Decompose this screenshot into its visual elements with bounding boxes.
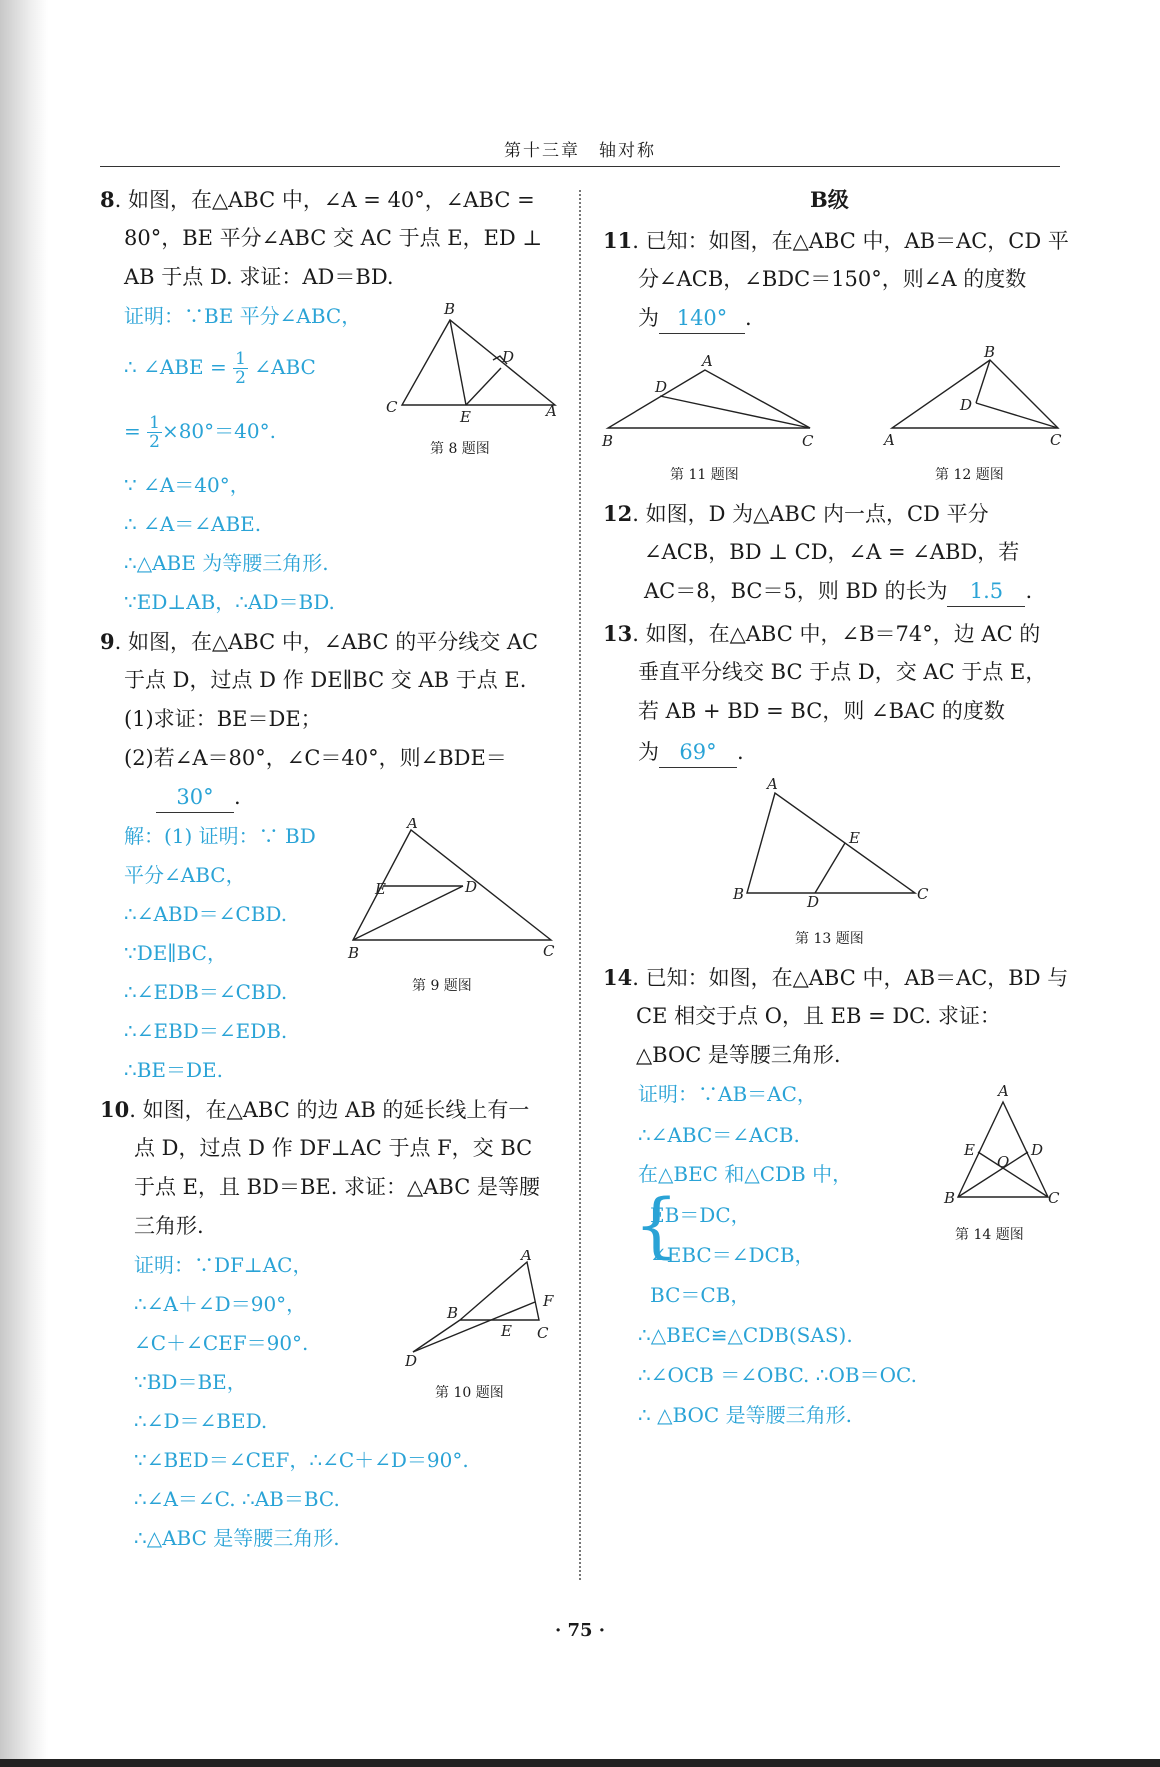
q11-label-B: B — [602, 432, 614, 450]
q8-answer-6: ∴△ABE 为等腰三角形. — [124, 551, 329, 575]
q14-label-A: A — [998, 1082, 1009, 1100]
q13-label-A: A — [767, 775, 778, 793]
q11-caption: 第 11 题图 — [670, 467, 739, 483]
q9-answer-5: ∴∠EDB＝∠CBD. — [124, 980, 288, 1004]
q9-answer-4: ∵DE∥BC， — [124, 941, 227, 965]
q10-label-B: B — [447, 1304, 459, 1322]
chapter-header: 第十三章 轴对称 — [504, 141, 656, 161]
q9-caption: 第 9 题图 — [412, 978, 472, 994]
q10-line-1: 10. 如图，在△ABC 的边 AB 的延长线上有一 — [100, 1097, 530, 1122]
q12-label-A: A — [884, 431, 895, 449]
q10-answer-8: ∴△ABC 是等腰三角形. — [134, 1526, 340, 1550]
q9-segment-BD — [353, 886, 463, 940]
q14-brace: { — [634, 1184, 679, 1266]
figure-q10 — [405, 1250, 575, 1370]
q14-answer-7: ∴△BEC≌△CDB(SAS). — [638, 1323, 853, 1347]
q9-line-1: 9. 如图，在△ABC 中，∠ABC 的平分线交 AC — [100, 629, 539, 654]
q9-label-C: C — [543, 942, 555, 960]
q10-line-4: 三角形. — [134, 1214, 204, 1238]
q11-blank: 140° — [659, 303, 745, 334]
q14-label-B: B — [944, 1189, 956, 1207]
q12-blank: 1.5 — [947, 576, 1025, 607]
q9-answer-line: 30° . — [156, 778, 241, 817]
fraction-half-2: $\frac{1}{2}$ — [149, 413, 160, 452]
q11-line-1: 11. 已知：如图，在△ABC 中，AB＝AC，CD 平 — [603, 228, 1069, 253]
q14-answer-1: 证明：∵AB＝AC， — [638, 1082, 817, 1106]
q12-label-D: D — [960, 396, 973, 414]
q8-answer-5: ∴ ∠A＝∠ABE. — [124, 512, 262, 536]
q11-segment-CD — [660, 396, 810, 428]
q13-blank: 69° — [659, 737, 737, 768]
q14-label-D: D — [1031, 1141, 1044, 1159]
q13-label-E: E — [849, 829, 860, 847]
q10-answer-5: ∴∠D＝∠BED. — [134, 1409, 268, 1433]
q9-answer-2: 平分∠ABC， — [124, 863, 246, 887]
q10-line-2: 点 D，过点 D 作 DF⊥AC 于点 F，交 BC — [134, 1136, 533, 1160]
q11-label-A: A — [702, 352, 713, 370]
figure-q13 — [725, 775, 945, 910]
q13-segment-ED — [815, 843, 845, 893]
q14-answer-5: ∠EBC＝∠DCB， — [650, 1243, 815, 1267]
q8-label-A: A — [546, 402, 557, 420]
level-b-title: B级 — [810, 187, 849, 212]
q9-label-D: D — [465, 878, 478, 896]
q13-label-B: B — [733, 885, 745, 903]
q8-line-1: 8. 如图，在△ABC 中，∠A = 40°，∠ABC = — [100, 187, 535, 212]
q13-line-1: 13. 如图，在△ABC 中，∠B＝74°，边 AC 的 — [603, 621, 1041, 646]
q8-answer-1: 证明：∵BE 平分∠ABC， — [124, 304, 362, 328]
q9-answer-1: 解：(1) 证明：∵ BD — [124, 824, 316, 848]
q8-label-D: D — [502, 348, 515, 366]
q14-answer-9: ∴ △BOC 是等腰三角形. — [638, 1403, 852, 1427]
q13-line-2: 垂直平分线交 BC 于点 D，交 AC 于点 E， — [638, 660, 1047, 684]
q12-line-1: 12. 如图，D 为△ABC 内一点，CD 平分 — [603, 501, 989, 526]
q10-caption: 第 10 题图 — [435, 1385, 504, 1401]
q14-line-1: 14. 已知：如图，在△ABC 中，AB＝AC，BD 与 — [603, 965, 1069, 990]
q11-label-C: C — [802, 432, 814, 450]
q9-line-3: (1)求证：BE＝DE； — [124, 707, 322, 731]
figure-q8 — [380, 300, 570, 425]
q12-triangle — [892, 360, 1058, 428]
q8-caption: 第 8 题图 — [430, 441, 490, 457]
q10-answer-7: ∴∠A＝∠C. ∴AB＝BC. — [134, 1487, 340, 1511]
q10-label-D: D — [405, 1352, 418, 1370]
q14-answer-8: ∴∠OCB ＝∠OBC. ∴OB＝OC. — [638, 1363, 917, 1387]
figure-q11 — [600, 352, 820, 452]
q13-line-3: 若 AB + BD = BC，则 ∠BAC 的度数 — [638, 699, 1005, 723]
q12-caption: 第 12 题图 — [935, 467, 1004, 483]
q8-label-E: E — [460, 408, 471, 425]
q8-answer-4: ∵ ∠A＝40°， — [124, 473, 250, 497]
q9-label-A: A — [407, 818, 418, 832]
column-divider — [579, 190, 581, 1580]
q12-line-2: ∠ACB，BD ⊥ CD，∠A = ∠ABD，若 — [644, 540, 1020, 564]
q8-line-2: 80°，BE 平分∠ABC 交 AC 于点 E，ED ⊥ — [124, 226, 543, 250]
page-edge-shadow — [0, 0, 48, 1767]
q14-label-O: O — [997, 1153, 1010, 1171]
q10-label-A: A — [521, 1250, 532, 1264]
figure-q14 — [940, 1082, 1065, 1207]
q11-label-D: D — [655, 378, 668, 396]
q9-label-E: E — [375, 880, 386, 898]
q8-line-3: AB 于点 D. 求证：AD＝BD. — [124, 265, 394, 289]
q9-line-4: (2)若∠A＝80°，∠C＝40°，则∠BDE＝ — [124, 746, 507, 770]
q10-answer-3: ∠C＋∠CEF＝90°. — [134, 1331, 309, 1355]
q12-label-C: C — [1050, 431, 1062, 449]
q14-answer-3: 在△BEC 和△CDB 中， — [638, 1162, 853, 1186]
q8-segment-BE — [450, 320, 466, 405]
q12-line-3: AC＝8，BC＝5，则 BD 的长为 1.5 . — [644, 572, 1032, 611]
figure-q9 — [345, 818, 565, 963]
q10-triangle — [460, 1262, 539, 1320]
figure-q12 — [880, 345, 1065, 450]
header-rule — [100, 166, 1060, 167]
q8-label-B: B — [444, 300, 456, 318]
q8-segment-ED — [466, 368, 501, 405]
q13-label-C: C — [917, 885, 929, 903]
q13-caption: 第 13 题图 — [795, 931, 864, 947]
q14-line-2: CE 相交于点 O，且 EB = DC. 求证： — [636, 1004, 1001, 1028]
q14-caption: 第 14 题图 — [955, 1227, 1024, 1243]
q9-answer-6: ∴∠EBD＝∠EDB. — [124, 1019, 288, 1043]
q9-line-2: 于点 D，过点 D 作 DE∥BC 交 AB 于点 E. — [124, 668, 527, 692]
q8-label-C: C — [386, 398, 398, 416]
q11-triangle — [608, 370, 810, 428]
q9-answer-3: ∴∠ABD＝∠CBD. — [124, 902, 288, 926]
q10-segment-DF — [413, 1302, 535, 1352]
q14-line-3: △BOC 是等腰三角形. — [636, 1043, 841, 1067]
q10-label-C: C — [537, 1324, 549, 1342]
q11-line-2: 分∠ACB，∠BDC＝150°，则∠A 的度数 — [638, 267, 1027, 291]
q8-answer-7: ∵ED⊥AB，∴AD＝BD. — [124, 590, 335, 614]
q9-answer-7: ∴BE＝DE. — [124, 1058, 224, 1082]
q10-answer-6: ∵∠BED＝∠CEF，∴∠C＋∠D＝90°. — [134, 1448, 469, 1472]
q13-triangle — [747, 793, 915, 893]
q11-line-3: 为 140° . — [638, 299, 752, 338]
q10-answer-4: ∵BD＝BE， — [134, 1370, 247, 1394]
q14-answer-6: BC＝CB， — [650, 1283, 751, 1307]
q8-answer-3: = $\frac{1}{2}$ ×80°＝40°. — [124, 413, 276, 452]
q14-answer-4: EB＝DC， — [650, 1203, 751, 1227]
q12-label-B: B — [984, 345, 996, 361]
q14-label-C: C — [1048, 1189, 1060, 1207]
q14-label-E: E — [964, 1141, 975, 1159]
page-number: · 75 · — [554, 1620, 606, 1641]
q10-label-E: E — [501, 1322, 512, 1340]
q12-segment-BD — [976, 360, 990, 403]
bottom-bar — [0, 1759, 1160, 1767]
fraction-half: $\frac{1}{2}$ — [235, 349, 246, 388]
q10-line-3: 于点 E，且 BD＝BE. 求证：△ABC 是等腰 — [134, 1175, 540, 1199]
q10-answer-2: ∴∠A＋∠D＝90°， — [134, 1292, 307, 1316]
q9-blank: 30° — [156, 782, 234, 813]
q10-answer-1: 证明：∵DF⊥AC， — [134, 1253, 313, 1277]
q10-label-F: F — [543, 1292, 554, 1310]
q14-answer-2: ∴∠ABC＝∠ACB. — [638, 1123, 800, 1147]
q9-label-B: B — [348, 944, 360, 962]
q13-label-D: D — [807, 893, 820, 910]
q8-answer-2: ∴ ∠ABE = $\frac{1}{2}$ ∠ABC — [124, 349, 316, 388]
q13-line-4: 为 69° . — [638, 733, 744, 772]
